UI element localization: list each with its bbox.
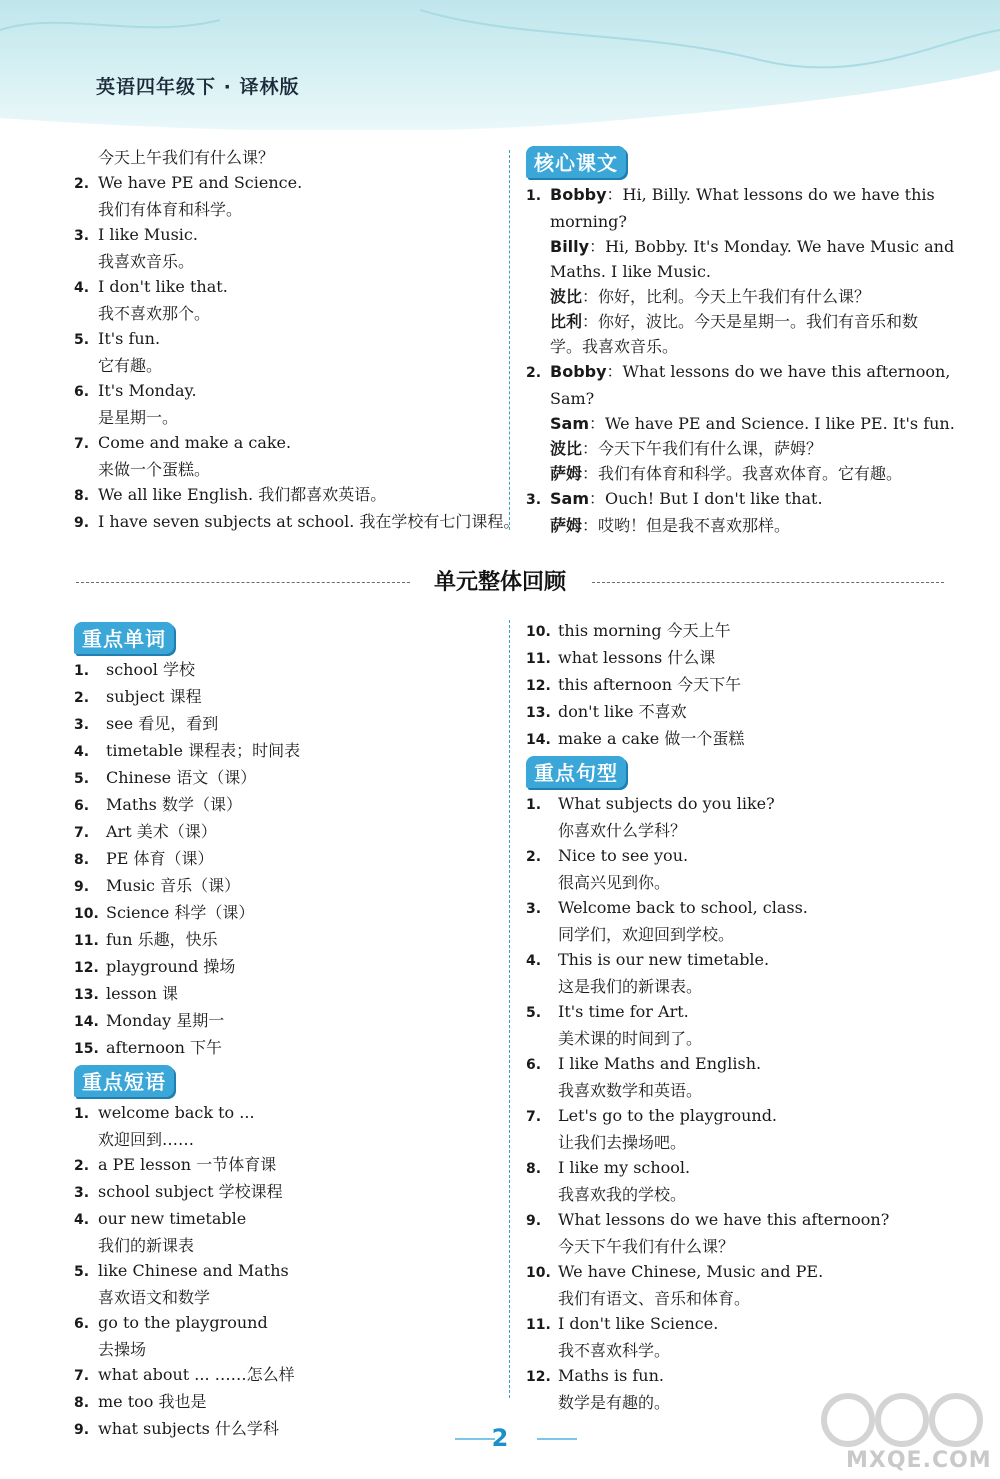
- item-text: lesson 课: [106, 984, 179, 1003]
- item-number: 3.: [74, 1185, 90, 1201]
- item-text: 很高兴见到你。: [558, 873, 671, 892]
- item-number: 2.: [74, 1158, 90, 1174]
- list-item: [526, 1234, 966, 1259]
- item-number: 8.: [74, 488, 90, 504]
- item-text: this afternoon 今天下午: [558, 675, 742, 694]
- list-item: [526, 209, 966, 234]
- list-item: [74, 1206, 494, 1233]
- item-text: 我喜欢数学和英语。: [558, 1081, 703, 1100]
- list-item: [74, 1100, 494, 1127]
- speaker-name: Sam: [550, 414, 589, 433]
- list-item: [526, 699, 966, 726]
- section-title: 单元整体回顾: [433, 570, 566, 595]
- item-text: ：我们有体育和科学。我喜欢体育。它有趣。: [582, 464, 903, 483]
- item-number: 3.: [526, 901, 542, 917]
- list-item: [74, 1152, 494, 1179]
- item-text: Let's go to the playground.: [558, 1106, 778, 1125]
- watermark-text: MXQE.COM: [846, 1448, 992, 1473]
- item-number: 12.: [74, 960, 99, 976]
- list-item: [74, 927, 494, 954]
- list-item: [526, 1207, 966, 1234]
- item-number: 3.: [526, 492, 542, 508]
- column-divider-bottom: [509, 620, 510, 1398]
- speaker-name: Billy: [550, 237, 590, 256]
- list-item: [74, 1362, 494, 1389]
- speaker-name: Bobby: [550, 362, 607, 381]
- list-item: [74, 145, 494, 170]
- item-number: 12.: [526, 678, 551, 694]
- list-item: [526, 234, 966, 259]
- item-text: Music 音乐（课）: [106, 876, 241, 895]
- list-item: [526, 411, 966, 436]
- core-text-tag: 核心课文: [526, 146, 626, 178]
- item-number: 6.: [74, 1316, 90, 1332]
- item-text: this morning 今天上午: [558, 621, 731, 640]
- item-text: 我们有体育和科学。: [98, 200, 243, 219]
- item-text: subject 课程: [106, 687, 202, 706]
- list-item: [74, 1310, 494, 1337]
- list-item: [526, 486, 966, 513]
- item-number: 4.: [526, 953, 542, 969]
- item-text: Maths 数学（课）: [106, 795, 242, 814]
- list-item: [74, 249, 494, 274]
- item-number: 7.: [74, 1368, 90, 1384]
- item-text: 它有趣。: [98, 356, 163, 375]
- list-item: [526, 618, 966, 645]
- list-item: [526, 309, 966, 334]
- item-number: 8.: [526, 1161, 542, 1177]
- list-item: [74, 1233, 494, 1258]
- item-text: 我喜欢音乐。: [98, 252, 195, 271]
- item-text: ：Ouch! But I don't like that.: [589, 489, 823, 508]
- item-text: ：哎哟！但是我不喜欢那样。: [582, 516, 791, 535]
- list-item: [74, 326, 494, 353]
- list-item: [74, 954, 494, 981]
- item-number: 2.: [74, 176, 90, 192]
- review-left-column: [74, 622, 494, 1443]
- item-number: 1.: [74, 663, 90, 679]
- list-item: [74, 197, 494, 222]
- list-item: [526, 1363, 966, 1390]
- list-item: [74, 405, 494, 430]
- item-number: 6.: [74, 798, 90, 814]
- list-item: [526, 1155, 966, 1182]
- speaker-name: 波比: [550, 287, 583, 306]
- item-number: 2.: [526, 849, 542, 865]
- list-item: [74, 301, 494, 326]
- item-text: We have Chinese, Music and PE.: [558, 1262, 824, 1281]
- list-item: [74, 170, 494, 197]
- list-item: [526, 1182, 966, 1207]
- list-item: [74, 509, 520, 536]
- list-item: [526, 1051, 966, 1078]
- item-number: 1.: [526, 797, 542, 813]
- item-text: Science 科学（课）: [106, 903, 255, 922]
- list-item: [526, 791, 966, 818]
- key-phrases-list-continued: [526, 618, 966, 753]
- item-text: 今天上午我们有什么课？: [98, 148, 275, 167]
- item-number: 1.: [74, 1106, 90, 1122]
- item-number: 11.: [526, 1317, 551, 1333]
- list-item: [74, 684, 494, 711]
- speaker-name: 比利: [550, 312, 583, 331]
- item-text: I like Music.: [98, 225, 198, 244]
- item-number: 5.: [526, 1005, 542, 1021]
- list-item: [74, 1035, 494, 1062]
- list-item: [74, 274, 494, 301]
- item-number: 10.: [74, 906, 99, 922]
- item-text: 让我们去操场吧。: [558, 1133, 687, 1152]
- item-number: 4.: [74, 744, 90, 760]
- list-item: [74, 873, 494, 900]
- item-number: 5.: [74, 1264, 90, 1280]
- item-text: Maths. I like Music.: [550, 262, 711, 281]
- key-phrases-tag: 重点短语: [74, 1065, 174, 1097]
- item-text: what subjects 什么学科: [98, 1419, 279, 1438]
- item-text: 你喜欢什么学科？: [558, 821, 687, 840]
- list-item: [74, 353, 494, 378]
- item-text: We all like English. 我们都喜欢英语。: [98, 485, 387, 504]
- item-text: ：Hi, Billy. What lessons do we have this: [606, 185, 935, 204]
- item-number: 3.: [74, 228, 90, 244]
- list-item: [74, 846, 494, 873]
- item-text: what about ... ……怎么样: [98, 1365, 295, 1384]
- item-text: What subjects do you like?: [558, 794, 775, 813]
- item-text: Chinese 语文（课）: [106, 768, 257, 787]
- item-text: 去操场: [98, 1340, 147, 1359]
- item-text: playground 操场: [106, 957, 236, 976]
- list-item: [526, 818, 966, 843]
- item-number: 13.: [74, 987, 99, 1003]
- item-text: 我不喜欢科学。: [558, 1341, 671, 1360]
- item-text: fun 乐趣，快乐: [106, 930, 218, 949]
- item-text: morning?: [550, 212, 627, 231]
- item-text: ：Hi, Bobby. It's Monday. We have Music and: [589, 237, 955, 256]
- item-text: don't like 不喜欢: [558, 702, 687, 721]
- list-item: [74, 792, 494, 819]
- item-number: 7.: [526, 1109, 542, 1125]
- item-text: me too 我也是: [98, 1392, 207, 1411]
- item-number: 8.: [74, 1395, 90, 1411]
- item-text: I like my school.: [558, 1158, 691, 1177]
- item-text: Monday 星期一: [106, 1011, 225, 1030]
- item-text: I don't like Science.: [558, 1314, 719, 1333]
- item-text: school 学校: [106, 660, 195, 679]
- list-item: [74, 1285, 494, 1310]
- list-item: [526, 436, 966, 461]
- speaker-name: Sam: [550, 489, 589, 508]
- list-item: [74, 765, 494, 792]
- item-number: 15.: [74, 1041, 99, 1057]
- item-number: 4.: [74, 1212, 90, 1228]
- list-item: [74, 657, 494, 684]
- list-item: [74, 1008, 494, 1035]
- list-item: [526, 895, 966, 922]
- item-text: It's time for Art.: [558, 1002, 689, 1021]
- item-text: what lessons 什么课: [558, 648, 716, 667]
- item-number: 10.: [526, 1265, 551, 1281]
- column-divider-top: [509, 150, 510, 530]
- item-text: 喜欢语文和数学: [98, 1288, 211, 1307]
- list-item: [526, 645, 966, 672]
- item-text: see 看见，看到: [106, 714, 219, 733]
- list-item: [526, 1103, 966, 1130]
- item-text: What lessons do we have this afternoon?: [558, 1210, 890, 1229]
- item-number: 4.: [74, 280, 90, 296]
- item-text: timetable 课程表；时间表: [106, 741, 301, 760]
- item-number: 6.: [74, 384, 90, 400]
- item-text: 欢迎回到……: [98, 1130, 195, 1149]
- item-text: school subject 学校课程: [98, 1182, 283, 1201]
- list-item: [526, 1026, 966, 1051]
- list-item: [526, 974, 966, 999]
- list-item: [526, 513, 966, 538]
- item-text: make a cake 做一个蛋糕: [558, 729, 745, 748]
- item-text: We have PE and Science.: [98, 173, 303, 192]
- review-right-column: [526, 618, 966, 1415]
- list-item: [74, 1127, 494, 1152]
- key-words-list: [74, 657, 494, 1062]
- top-left-sentence-list: [74, 145, 520, 536]
- item-text: Welcome back to school, class.: [558, 898, 808, 917]
- item-number: 11.: [526, 651, 551, 667]
- list-item: [526, 461, 966, 486]
- item-number: 1.: [526, 188, 542, 204]
- list-item: [526, 1338, 966, 1363]
- item-text: PE 体育（课）: [106, 849, 214, 868]
- list-item: [74, 457, 494, 482]
- list-item: [526, 1130, 966, 1155]
- list-item: [74, 222, 494, 249]
- item-text: Sam?: [550, 389, 595, 408]
- item-number: 7.: [74, 436, 90, 452]
- item-text: I like Maths and English.: [558, 1054, 762, 1073]
- item-text: It's fun.: [98, 329, 161, 348]
- core-text-dialogue: [526, 182, 966, 538]
- item-number: 5.: [74, 332, 90, 348]
- item-text: 是星期一。: [98, 408, 179, 427]
- item-text: Art 美术（课）: [106, 822, 217, 841]
- item-text: a PE lesson 一节体育课: [98, 1155, 277, 1174]
- list-item: [74, 1258, 494, 1285]
- list-item: [526, 1311, 966, 1338]
- list-item: [74, 1179, 494, 1206]
- speaker-name: 萨姆: [550, 516, 583, 535]
- item-text: 我喜欢我的学校。: [558, 1185, 687, 1204]
- item-number: 9.: [74, 879, 90, 895]
- item-number: 11.: [74, 933, 99, 949]
- item-number: 9.: [526, 1213, 542, 1229]
- item-number: 6.: [526, 1057, 542, 1073]
- item-text: 这是我们的新课表。: [558, 977, 703, 996]
- item-text: 数学是有趣的。: [558, 1393, 671, 1412]
- core-text-section: [526, 146, 966, 538]
- item-text: ：What lessons do we have this afternoon,: [606, 362, 951, 381]
- list-item: [526, 947, 966, 974]
- list-item: [526, 726, 966, 753]
- list-item: [526, 386, 966, 411]
- list-item: [74, 430, 494, 457]
- item-number: 2.: [74, 690, 90, 706]
- list-item: [526, 672, 966, 699]
- item-text: our new timetable: [98, 1209, 247, 1228]
- item-text: ：今天下午我们有什么课，萨姆？: [582, 439, 823, 458]
- item-number: 10.: [526, 624, 551, 640]
- book-title: 英语四年级下 · 译林版: [96, 76, 300, 98]
- list-item: [526, 870, 966, 895]
- item-text: 我们的新课表: [98, 1236, 195, 1255]
- speaker-name: Bobby: [550, 185, 607, 204]
- key-sentences-tag: 重点句型: [526, 756, 626, 788]
- item-number: 9.: [74, 1422, 90, 1438]
- list-item: [526, 359, 966, 386]
- list-item: [526, 259, 966, 284]
- list-item: [526, 284, 966, 309]
- list-item: [74, 378, 494, 405]
- item-number: 14.: [74, 1014, 99, 1030]
- list-item: [526, 1078, 966, 1103]
- item-text: 同学们，欢迎回到学校。: [558, 925, 735, 944]
- item-text: 我们有语文、音乐和体育。: [558, 1289, 751, 1308]
- list-item: [74, 482, 494, 509]
- item-text: welcome back to ...: [98, 1103, 255, 1122]
- item-text: 今天下午我们有什么课？: [558, 1237, 735, 1256]
- item-text: like Chinese and Maths: [98, 1261, 289, 1280]
- item-text: Come and make a cake.: [98, 433, 292, 452]
- item-text: I don't like that.: [98, 277, 228, 296]
- list-item: [74, 900, 494, 927]
- item-text: I have seven subjects at school. 我在学校有七门课程。: [98, 512, 520, 531]
- item-text: ：We have PE and Science. I like PE. It's fun.: [589, 414, 955, 433]
- list-item: [74, 738, 494, 765]
- item-number: 8.: [74, 852, 90, 868]
- key-phrases-list: [74, 1100, 494, 1443]
- list-item: [526, 843, 966, 870]
- key-words-tag: 重点单词: [74, 622, 174, 654]
- item-number: 13.: [526, 705, 551, 721]
- speaker-name: 波比: [550, 439, 583, 458]
- item-text: 我不喜欢那个。: [98, 304, 211, 323]
- item-text: 来做一个蛋糕。: [98, 460, 211, 479]
- item-text: ：你好，比利。今天上午我们有什么课？: [582, 287, 871, 306]
- item-number: 14.: [526, 732, 551, 748]
- key-sentences-list: [526, 791, 966, 1415]
- item-text: 学。我喜欢音乐。: [550, 337, 679, 356]
- item-number: 9.: [74, 515, 90, 531]
- item-text: Maths is fun.: [558, 1366, 664, 1385]
- item-number: 7.: [74, 825, 90, 841]
- item-text: This is our new timetable.: [558, 950, 770, 969]
- page-number-rule-right: [537, 1438, 577, 1440]
- list-item: [74, 819, 494, 846]
- item-text: 美术课的时间到了。: [558, 1029, 703, 1048]
- item-text: afternoon 下午: [106, 1038, 222, 1057]
- item-text: Nice to see you.: [558, 846, 689, 865]
- list-item: [74, 1389, 494, 1416]
- speaker-name: 萨姆: [550, 464, 583, 483]
- list-item: [526, 922, 966, 947]
- list-item: [526, 1259, 966, 1286]
- item-number: 2.: [526, 365, 542, 381]
- list-item: [526, 182, 966, 209]
- item-text: ：你好，波比。今天是星期一。我们有音乐和数: [582, 312, 919, 331]
- list-item: [74, 711, 494, 738]
- item-number: 12.: [526, 1369, 551, 1385]
- item-text: go to the playground: [98, 1313, 268, 1332]
- list-item: [526, 999, 966, 1026]
- list-item: [74, 981, 494, 1008]
- list-item: [74, 1337, 494, 1362]
- list-item: [526, 334, 966, 359]
- item-number: 3.: [74, 717, 90, 733]
- page-number: 2: [491, 1424, 509, 1452]
- list-item: [526, 1286, 966, 1311]
- item-number: 5.: [74, 771, 90, 787]
- item-text: It's Monday.: [98, 381, 197, 400]
